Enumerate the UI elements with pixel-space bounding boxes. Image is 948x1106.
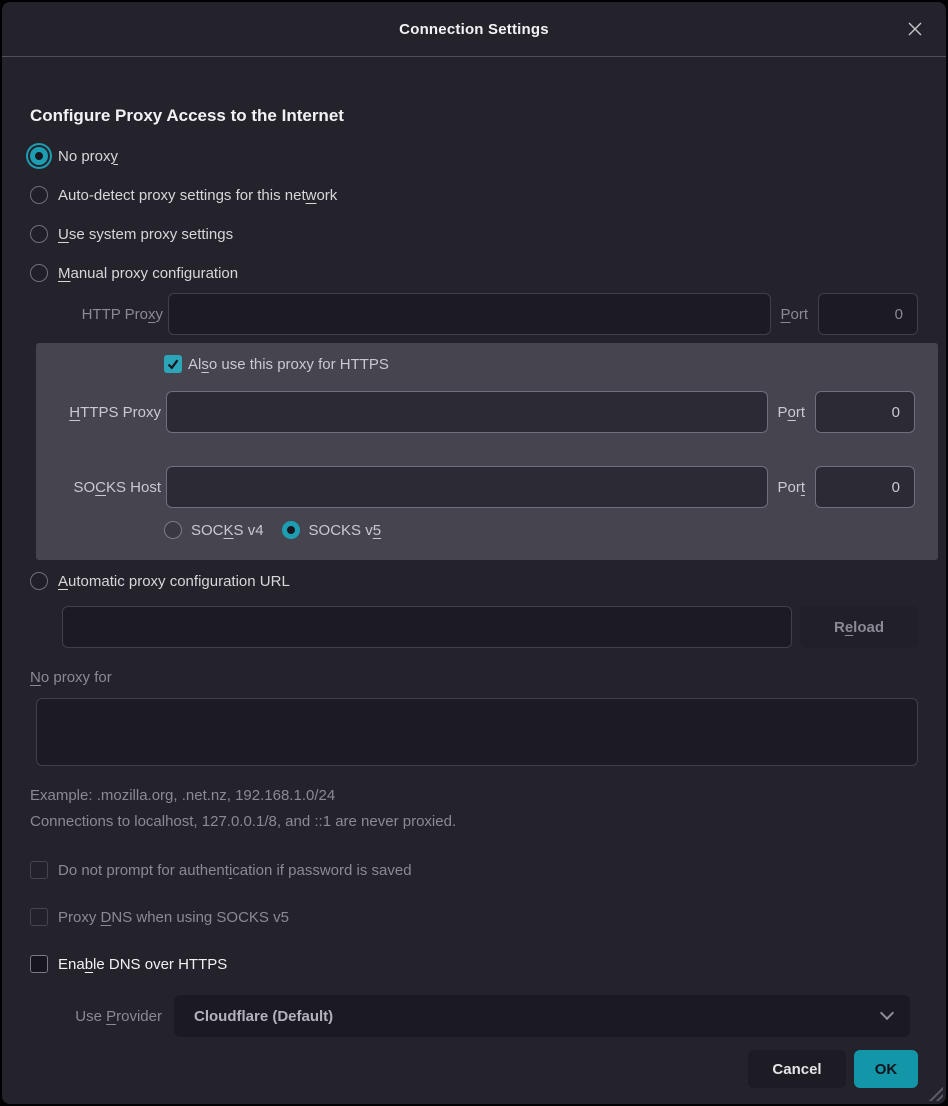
no-proxy-for-textarea[interactable] [36,698,918,766]
close-icon[interactable] [902,16,928,42]
dialog-titlebar [2,2,946,57]
auto-url-row [2,606,946,648]
radio-auto-url[interactable] [30,572,48,590]
checkmark-icon [166,357,180,371]
no-proxy-example-text: Example: .mozilla.org, .net.nz, 192.168.1.0/24 [30,786,336,804]
socks-host-label: SOCKS Host [73,478,161,496]
provider-label: Use Provider [75,1007,162,1025]
connection-settings-dialog [2,2,946,1104]
no-proxy-note-text: Connections to localhost, 127.0.0.1/8, and ::1 are never proxied. [30,812,457,830]
http-proxy-label: HTTP Proxy [81,305,163,323]
radio-use-system[interactable] [30,225,48,243]
option-row-no-auth-prompt [30,859,946,881]
share-proxy-label: Also use this proxy for HTTPS [188,355,389,373]
https-port-input[interactable] [815,391,915,433]
radio-manual[interactable] [30,264,48,282]
auto-url-input[interactable] [62,606,792,648]
socks-version-row [164,519,915,541]
dns-over-https-label: Enable DNS over HTTPS [58,955,228,973]
dialog-body [2,57,946,1104]
option-row-dns-over-https [30,953,946,975]
share-proxy-row [164,355,915,373]
radio-socks-v4-label: SOCKS v4 [191,521,264,539]
radio-no-proxy-label: No proxy [58,147,119,165]
socks-host-input[interactable] [166,466,768,508]
http-port-label: Port [780,305,808,323]
reload-button[interactable]: Reload [800,606,918,648]
proxy-mode-row-auto-url [30,570,946,592]
proxy-mode-row-no-proxy [30,145,946,167]
dns-over-https-checkbox[interactable] [30,955,48,973]
https-socks-section [36,343,938,560]
provider-row [2,995,946,1037]
no-auth-prompt-checkbox[interactable] [30,861,48,879]
radio-socks-v5[interactable] [282,521,300,539]
chevron-down-icon [880,1006,894,1020]
proxy-dns-label: Proxy DNS when using SOCKS v5 [58,908,289,926]
proxy-mode-row-auto-detect [30,184,946,206]
option-row-proxy-dns [30,906,946,928]
radio-use-system-label: Use system proxy settings [58,225,234,243]
https-proxy-label: HTTPS Proxy [69,403,161,421]
radio-socks-v4[interactable] [164,521,182,539]
page-title: Configure Proxy Access to the Internet [30,106,344,125]
radio-auto-detect-label: Auto-detect proxy settings for this network [58,186,338,204]
radio-auto-detect[interactable] [30,186,48,204]
https-port-label: Port [777,403,805,421]
provider-select[interactable] [174,995,910,1037]
https-proxy-row [36,391,915,433]
dialog-footer [2,1050,946,1088]
radio-auto-url-label: Automatic proxy configuration URL [58,572,290,590]
http-proxy-input[interactable] [168,293,771,335]
socks-port-input[interactable] [815,466,915,508]
cancel-button[interactable]: Cancel [748,1050,846,1088]
no-proxy-for-label: No proxy for [30,669,112,686]
no-auth-prompt-label: Do not prompt for authentication if password is saved [58,861,412,879]
radio-socks-v5-label: SOCKS v5 [308,521,382,539]
proxy-dns-checkbox[interactable] [30,908,48,926]
socks-host-row [36,466,915,508]
http-port-input[interactable] [818,293,918,335]
share-proxy-checkbox[interactable] [164,355,182,373]
socks-port-label: Port [777,478,805,496]
proxy-mode-row-system [30,223,946,245]
dialog-title: Connection Settings [399,20,549,38]
https-proxy-input[interactable] [166,391,768,433]
provider-selected-value: Cloudflare (Default) [194,1007,334,1025]
radio-manual-label: Manual proxy configuration [58,264,239,282]
ok-button[interactable]: OK [854,1050,918,1088]
http-proxy-row [2,293,946,335]
radio-no-proxy[interactable] [30,147,48,165]
proxy-mode-row-manual [30,262,946,284]
